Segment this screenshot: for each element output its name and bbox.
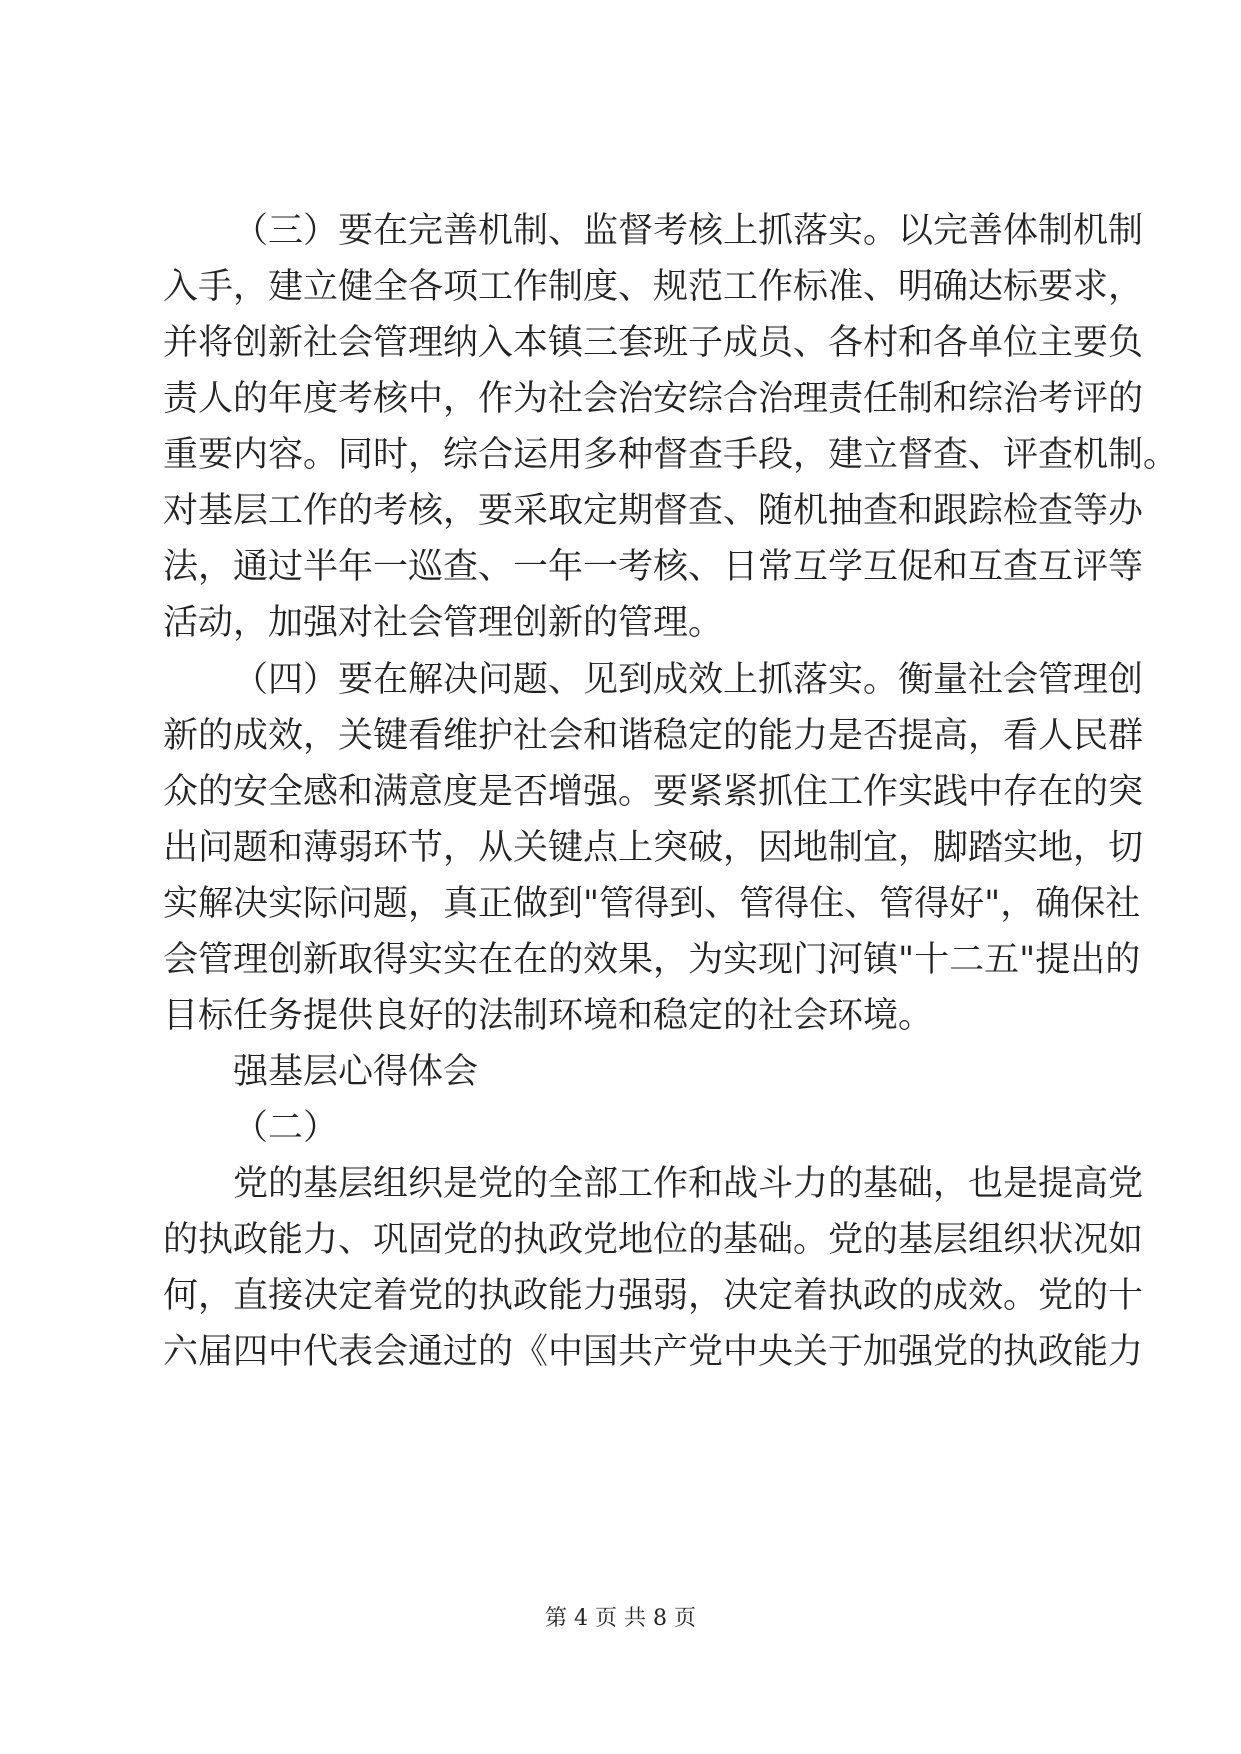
paragraph-line: （四）要在解决问题、见到成效上抓落实。衡量社会管理创: [233, 660, 1144, 700]
section-subheading: （二）: [233, 1108, 339, 1148]
paragraph-line: 目标任务提供良好的法制环境和稳定的社会环境。: [163, 996, 934, 1036]
paragraph-line: 入手，建立健全各项工作制度、规范工作标准、明确达标要求，: [163, 267, 1144, 307]
paragraph-line: 重要内容。同时，综合运用多种督查手段，建立督查、评查机制。: [163, 435, 1179, 475]
paragraph-line: 何，直接决定着党的执政能力强弱，决定着执政的成效。党的十: [163, 1276, 1144, 1316]
paragraph-line: 责人的年度考核中，作为社会治安综合治理责任制和综治考评的: [163, 379, 1144, 419]
paragraph-line: 的执政能力、巩固党的执政党地位的基础。党的基层组织状况如: [163, 1220, 1144, 1260]
paragraph-line: 出问题和薄弱环节，从关键点上突破，因地制宜，脚踏实地，切: [163, 828, 1144, 868]
section-heading: 强基层心得体会: [233, 1052, 479, 1092]
page-footer: 第 4 页 共 8 页: [545, 1606, 696, 1631]
paragraph-line: 并将创新社会管理纳入本镇三套班子成员、各村和各单位主要负: [163, 323, 1144, 363]
paragraph-line: 六届四中代表会通过的《中国共产党中央关于加强党的执政能力: [163, 1332, 1144, 1372]
paragraph-line: 实解决实际问题，真正做到"管得到、管得住、管得好"，确保社: [163, 884, 1141, 924]
paragraph-line: 会管理创新取得实实在在的效果，为实现门河镇"十二五"提出的: [163, 940, 1141, 980]
paragraph-line: 法，通过半年一巡查、一年一考核、日常互学互促和互查互评等: [163, 547, 1144, 587]
paragraph-line: 新的成效，关键看维护社会和谐稳定的能力是否提高，看人民群: [163, 716, 1144, 756]
paragraph-line: 众的安全感和满意度是否增强。要紧紧抓住工作实践中存在的突: [163, 772, 1144, 812]
paragraph-line: （三）要在完善机制、监督考核上抓落实。以完善体制机制: [233, 211, 1144, 251]
paragraph-line: 党的基层组织是党的全部工作和战斗力的基础，也是提高党: [233, 1164, 1144, 1204]
paragraph-line: 活动，加强对社会管理创新的管理。: [163, 603, 724, 643]
paragraph-line: 对基层工作的考核，要采取定期督查、随机抽查和跟踪检查等办: [163, 491, 1144, 531]
